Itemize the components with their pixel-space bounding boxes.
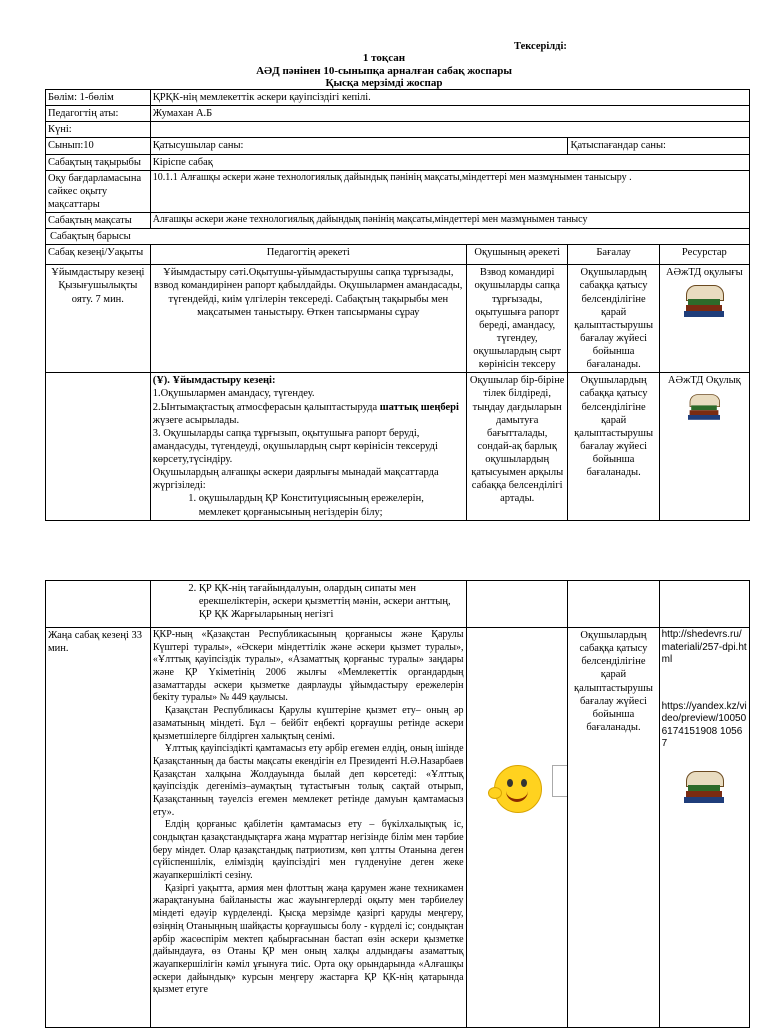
p2-row1-stage (46, 581, 151, 628)
books-image (682, 281, 726, 321)
books-image-3 (682, 767, 726, 807)
new-lesson-teacher (150, 628, 466, 1028)
row2-stage (46, 373, 151, 520)
resource-link-1[interactable]: http://shedevrs.ru/materiali/257-dpi.html (661, 629, 747, 665)
p2-para3: Ұлттық қауіпсіздікті қамтамасыз ету әрбір егемен елдің, оның ішінде Қазақстанның да басты мақсаты екендігін ел Президенті Н.Ә.Назарбаев Қазақстан халқына Жолдауында былай деп көрсетеді: «Ұлттық қауіпсіздік дегеніміз–аумақтың тұтастығын толық сақтай отырып, Қазақстанның тәуелсіз егемен мемлекет ретінде дамуын қамтамасыз ету». (152, 743, 464, 818)
p2-para2: Қазақстан Республикасы Қарулы күштеріне қызмет ету– оның әр азаматының міндеті. Бұл – бейбіт еңбекті қорғаушы ретінде әскери қызметшілерге білдірген халықтың сенімі. (152, 705, 464, 742)
new-lesson-student (466, 628, 568, 1028)
row2-resources-text: АӘжТД Оқулық (667, 375, 741, 387)
p2-row1-assessment (568, 581, 659, 628)
section-value: ҚРҚК-нің мемлекеттік әскери қауіпсіздігі кепілі. (150, 90, 749, 106)
new-lesson-assessment: Оқушылардың сабаққа қатысу белсенділігіне қарай қалыптастырушы бағалау жүйесі бойынша бағаланады. (568, 628, 659, 1028)
new-lesson-stage: Жаңа сабақ кезеңі 33 мин. (46, 628, 151, 1028)
new-lesson-resources (659, 628, 749, 1028)
col-resources: Ресурстар (659, 245, 749, 265)
topic-value: Кіріспе сабақ (150, 154, 749, 170)
class-label: Сынып:10 (46, 138, 151, 154)
p2-row1-teacher (150, 581, 466, 628)
row2-assessment: Оқушылардың сабаққа қатысу белсенділігіне қарай қалыптастырушы бағалау жүйесі бойынша бағаланады. (568, 373, 659, 520)
quarter-title: 1 тоқсан (362, 52, 406, 64)
row2-line3: 3. Оқушыларды сапқа тұрғызып, оқытушыға рапорт беруді, амандасуды, түгендеуді, оқушылардың сырт көрінісін тексеруді көрсету,түсіндіру. (152, 427, 438, 465)
plan-subtitle: Қысқа мерзімді жоспар (325, 77, 443, 89)
row2-line2: 2.Ынтымақтастық атмосферасын қалыптастыруда шаттық шеңбері жүзеге асырылады. (152, 401, 459, 426)
progress-label: Сабақтың барысы (46, 229, 750, 245)
row1-assessment: Оқушылардың сабаққа қатысу белсенділігіне қарай қалыптастырушы бағалау жүйесі бойынша бағаланады. (568, 265, 659, 373)
lesson-goal-label: Сабақтың мақсаты (46, 213, 151, 229)
p2-para4: Елдің қорғаныс қабілетін қамтамасыз ету – бүкілхалықтық іс, сондықтан қазақстандықтарға жаңа мұраттар негізінде білім мен тәрбие беру міндет. Олар қазақстандық патриотизм, көп ұлтты Отанына деген сүйіспеншілік, еліміздің қауіпсіздігі мен гүлденуіне деген жеке жауапкершілікті сезіну. (152, 819, 464, 882)
row2-item2: 2. ҚР ҚК-нің тағайындалуын, олардың сипаты мен ерекшеліктерін, әскери қызметтің мәнін, әскери анттың, ҚР ҚК Жарғыларының негізгі (199, 582, 464, 621)
col-student: Оқушының әрекеті (466, 245, 568, 265)
p2-para5: Қазіргі уақытта, армия мен флоттың жаңа қарумен және техникамен жарақтануына байланысты жас жауынгерлерді оқыту мен тәрбиелеу міндеті едәуір күрделенді. Қысқа мерзімде қазіргі қаруды меңгеру, өзіңнің Отаныңның шайқасты қорғаушысы болу - күрделі іс; сондықтан әрбір жасөспірім мектеп қабырғасынан бастап өзін әскери қызметке дайындауға, өз Отаны ҚР мен оның халқы алдындағы азаматтық жауапкершілігін кәміл ұғынуға тиіс. Орта оқу орындарында «Алғашқы әскери дайындық» курсын меңгеру жастарға ҚР ҚК-нің қатарында қызмет етуге (152, 882, 464, 996)
row2-heading: (Ұ). Ұйымдастыру кезеңі: (152, 375, 276, 387)
row2-student: Оқушылар бір-біріне тілек білдіреді, тыңдау дағдыларын дамытуға бағытталады, сондай-ақ барлық оқушылардың қатысуымен арқылы сабаққа белсенділігі артады. (466, 373, 568, 520)
row1-resources (659, 265, 749, 373)
resource-link-2[interactable]: https://yandex.kz/video/preview/100506174151908 10567 (661, 700, 747, 749)
section-label: Бөлім: 1-бөлім (46, 90, 151, 106)
smiley-image (488, 759, 546, 817)
col-stage: Сабақ кезеңі/Уақыты (46, 245, 151, 265)
p2-row1-student (466, 581, 568, 628)
row2-line4: Оқушылардың алғашқы әскери даярлығы мынадай мақсаттарда жүргізіледі: (152, 467, 439, 492)
row2-item1: 1. оқушылардың ҚР Конституциясының ережелерін, мемлекет қорғанысының негіздерін білу; (199, 492, 464, 518)
p2-row1-resources (659, 581, 749, 628)
absent-label: Қатыспағандар саны: (568, 138, 750, 154)
present-label: Қатысушылар саны: (150, 138, 568, 154)
topic-label: Сабақтың тақырыбы (46, 154, 151, 170)
date-label: Күні: (46, 122, 151, 138)
books-image-2 (687, 391, 722, 423)
row1-resources-text: АӘжТД оқулығы (665, 267, 743, 279)
lesson-plan-table (45, 89, 750, 521)
row1-stage: Ұйымдастыру кезеңі Қызығушылықты ояту. 7 мин. (46, 265, 151, 373)
teacher-label: Педагогтің аты: (46, 106, 151, 122)
p2-para1: ҚКР-ның «Қазақстан Республикасының қорғанысы және Қарулы Күштері туралы», «Әскери міндеттілік және әскери қызмет туралы», «Ұлттық қауіпсіздік туралы», «Азаматтық қорғаныс туралы» заңдары және ҚР Үкіметінің 2006 жылғы «Мемлекеттік органдардың азаматтарды әскери қызметке даярлауды ұйымдастыру ережелерін бекіту туралы» № 449 қаулысы. (152, 629, 464, 704)
lesson-plan-table-page2 (45, 580, 750, 1028)
objectives-value: 10.1.1 Алғашқы әскери және технологиялық дайындық пәнінің мақсаты,міндеттері мен мазмұнымен танысыру . (150, 170, 749, 212)
col-assessment: Бағалау (568, 245, 659, 265)
row1-student: Взвод командирі оқушыларды сапқа тұрғызады, оқытушыға рапорт береді, амандасу, түгендеу, оқушылардың сырт көрінісін тексеру (466, 265, 568, 373)
row2-line1: 1.Оқушылармен амандасу, түгендеу. (152, 388, 315, 400)
plan-title: АӘД пәнінен 10-сыныпқа арналған сабақ жоспары (256, 65, 512, 77)
row1-teacher: Ұйымдастыру сәті.Оқытушы-ұйымдастырушы сапқа тұрғызады, взвод командирінен рапорт қабылдайды. Оқушылармен амандасады, түгендейді, киім үлгілерін тексереді. Сабақтың тақырыбы мен мақсатымен таныстыру. Өткен тапсырманы сұрау (150, 265, 466, 373)
row2-resources (659, 373, 749, 520)
lesson-goal-value: Алғашқы әскери және технологиялық дайындық пәнінің мақсаты,міндеттері мен мазмұнымен танысу (150, 213, 749, 229)
date-value (150, 122, 749, 138)
objectives-label: Оқу бағдарламасына сәйкес оқыту мақсаттары (46, 170, 151, 212)
checked-label: Тексерілді: (514, 41, 567, 52)
col-teacher: Педагогтің әрекеті (150, 245, 466, 265)
row2-teacher (150, 373, 466, 520)
teacher-value: Жумахан А.Б (150, 106, 749, 122)
